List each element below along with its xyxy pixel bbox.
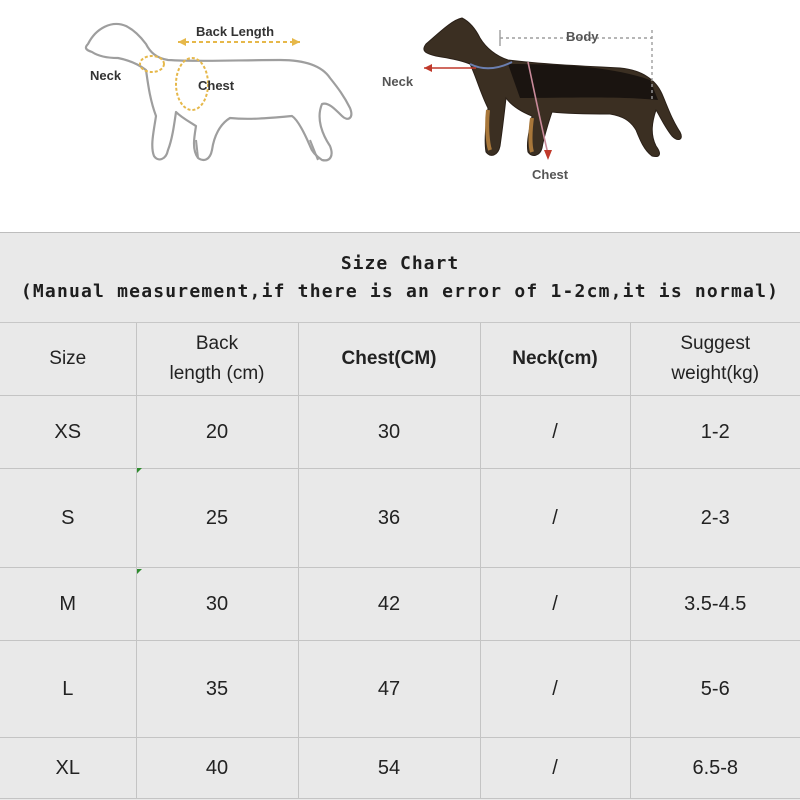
label-chest-left: Chest	[198, 78, 235, 93]
cell-back: 30	[136, 568, 298, 641]
header-back-length-line2: length (cm)	[169, 363, 265, 384]
label-chest-right: Chest	[532, 167, 569, 182]
cell-size: XS	[0, 396, 136, 469]
header-back-length-line1: Back	[195, 333, 239, 354]
label-body: Body	[566, 29, 599, 44]
cell-weight: 1-2	[630, 396, 800, 469]
table-row	[0, 641, 800, 738]
label-neck-right: Neck	[382, 74, 414, 89]
header-weight	[630, 323, 800, 396]
cell-chest: 36	[298, 469, 480, 568]
cell-back: 25	[136, 469, 298, 568]
table-row	[0, 469, 800, 568]
cell-back: 35	[136, 641, 298, 738]
header-neck: Neck(cm)	[480, 323, 630, 396]
measurement-diagrams	[0, 0, 800, 232]
cell-neck: /	[480, 738, 630, 799]
cell-size: S	[0, 469, 136, 568]
header-back-length	[136, 323, 298, 396]
cell-size: XL	[0, 738, 136, 799]
corner-mark	[137, 468, 142, 473]
chart-title: Size Chart	[340, 252, 460, 274]
cell-back: 40	[136, 738, 298, 799]
cell-size: M	[0, 568, 136, 641]
cell-weight: 2-3	[630, 469, 800, 568]
header-weight-line1: Suggest	[680, 333, 751, 354]
diagrams-svg	[0, 0, 800, 232]
cell-weight: 5-6	[630, 641, 800, 738]
cell-weight: 3.5-4.5	[630, 568, 800, 641]
table-row	[0, 568, 800, 641]
size-table	[0, 323, 800, 799]
cell-neck: /	[480, 568, 630, 641]
shepherd-dog-diagram	[382, 18, 681, 182]
header-chest: Chest(CM)	[298, 323, 480, 396]
size-chart-header	[0, 233, 800, 323]
corner-mark	[137, 569, 142, 574]
header-size: Size	[0, 323, 136, 396]
table-row	[0, 738, 800, 799]
cell-chest: 30	[298, 396, 480, 469]
cell-neck: /	[480, 469, 630, 568]
table-row	[0, 396, 800, 469]
label-neck-left: Neck	[90, 68, 122, 83]
cell-size: L	[0, 641, 136, 738]
cell-weight: 6.5-8	[630, 738, 800, 799]
table-header-row	[0, 323, 800, 396]
header-weight-line2: weight(kg)	[671, 363, 760, 384]
cell-chest: 42	[298, 568, 480, 641]
cell-back: 20	[136, 396, 298, 469]
label-back-length: Back Length	[196, 24, 275, 39]
cell-chest: 54	[298, 738, 480, 799]
measurement-note: (Manual measurement,if there is an error of 1-2cm,it is normal)	[20, 280, 780, 302]
size-chart	[0, 232, 800, 800]
cell-neck: /	[480, 396, 630, 469]
cell-neck: /	[480, 641, 630, 738]
outline-dog-diagram	[86, 24, 351, 160]
cell-chest: 47	[298, 641, 480, 738]
